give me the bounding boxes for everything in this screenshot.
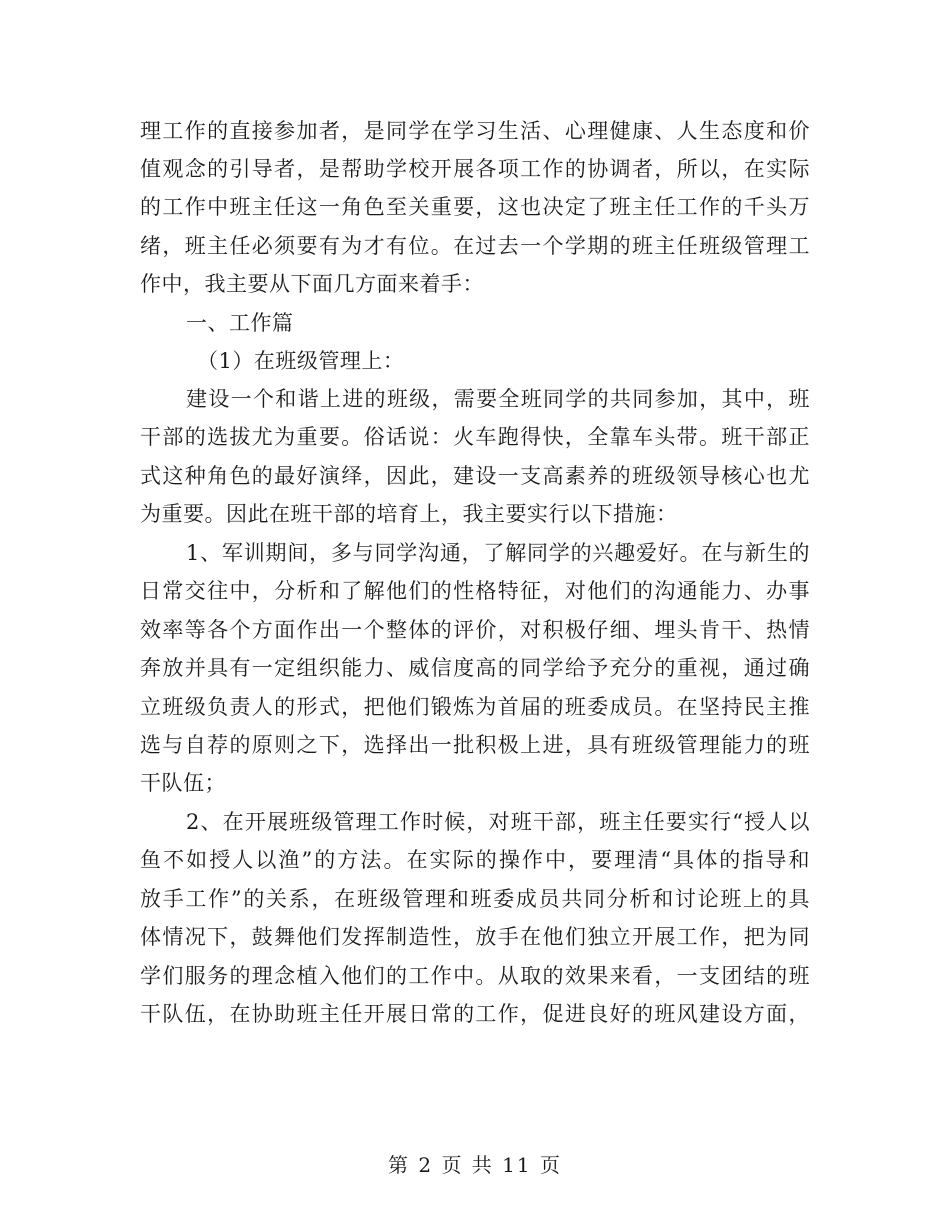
- text-line: 式这种角色的最好演绎，因此，建设一支高素养的班级领导核心也尤: [140, 464, 810, 488]
- paragraph-first-line: 建设一个和谐上进的班级，需要全班同学的共同参加，其中，班: [186, 387, 810, 411]
- text-line: 奔放并具有一定组织能力、威信度高的同学给予充分的重视，通过确: [140, 656, 810, 680]
- text-line: 效率等各个方面作出一个整体的评价，对积极仔细、埋头肯干、热情: [140, 618, 810, 642]
- text-line: 干部的选拔尤为重要。俗话说：火车跑得快，全靠车头带。班干部正: [140, 425, 810, 449]
- text-line: 立班级负责人的形式，把他们锻炼为首届的班委成员。在坚持民主推: [140, 695, 810, 719]
- text-line: 学们服务的理念植入他们的工作中。从取的效果来看，一支团结的班: [140, 964, 810, 988]
- subsection-heading: （1）在班级管理上：: [197, 349, 405, 373]
- text-line: 值观念的引导者，是帮助学校开展各项工作的协调者，所以，在实际: [140, 157, 810, 181]
- text-line: 选与自荐的原则之下，选择出一批积极上进，具有班级管理能力的班: [140, 733, 810, 757]
- page-number-footer: 第 2 页 共 11 页: [388, 1153, 562, 1177]
- text-line: 作中，我主要从下面几方面来着手：: [140, 272, 484, 296]
- text-line: 为重要。因此在班干部的培育上，我主要实行以下措施：: [140, 502, 678, 526]
- text-line: 日常交往中，分析和了解他们的性格特征，对他们的沟通能力、办事: [140, 579, 810, 603]
- text-line: 理工作的直接参加者，是同学在学习生活、心理健康、人生态度和价: [140, 119, 810, 143]
- section-heading: 一、工作篇: [186, 311, 294, 335]
- text-line: 的工作中班主任这一角色至关重要，这也决定了班主任工作的千头万: [140, 195, 810, 219]
- paragraph-first-line: 1、军训期间，多与同学沟通，了解同学的兴趣爱好。在与新生的: [186, 541, 810, 565]
- paragraph-first-line: 2、在开展班级管理工作时候，对班干部，班主任要实行“授人以: [186, 810, 810, 834]
- text-line: 鱼不如授人以渔”的方法。在实际的操作中，要理清“具体的指导和: [140, 848, 810, 872]
- text-line: 体情况下，鼓舞他们发挥制造性，放手在他们独立开展工作，把为同: [140, 925, 810, 949]
- text-line: 放手工作”的关系，在班级管理和班委成员共同分析和讨论班上的具: [140, 887, 810, 911]
- text-line: 绪，班主任必须要有为才有位。在过去一个学期的班主任班级管理工: [140, 234, 810, 258]
- text-line: 干队伍，在协助班主任开展日常的工作，促进良好的班风建设方面，: [140, 1002, 810, 1026]
- text-line: 干队伍；: [140, 771, 226, 795]
